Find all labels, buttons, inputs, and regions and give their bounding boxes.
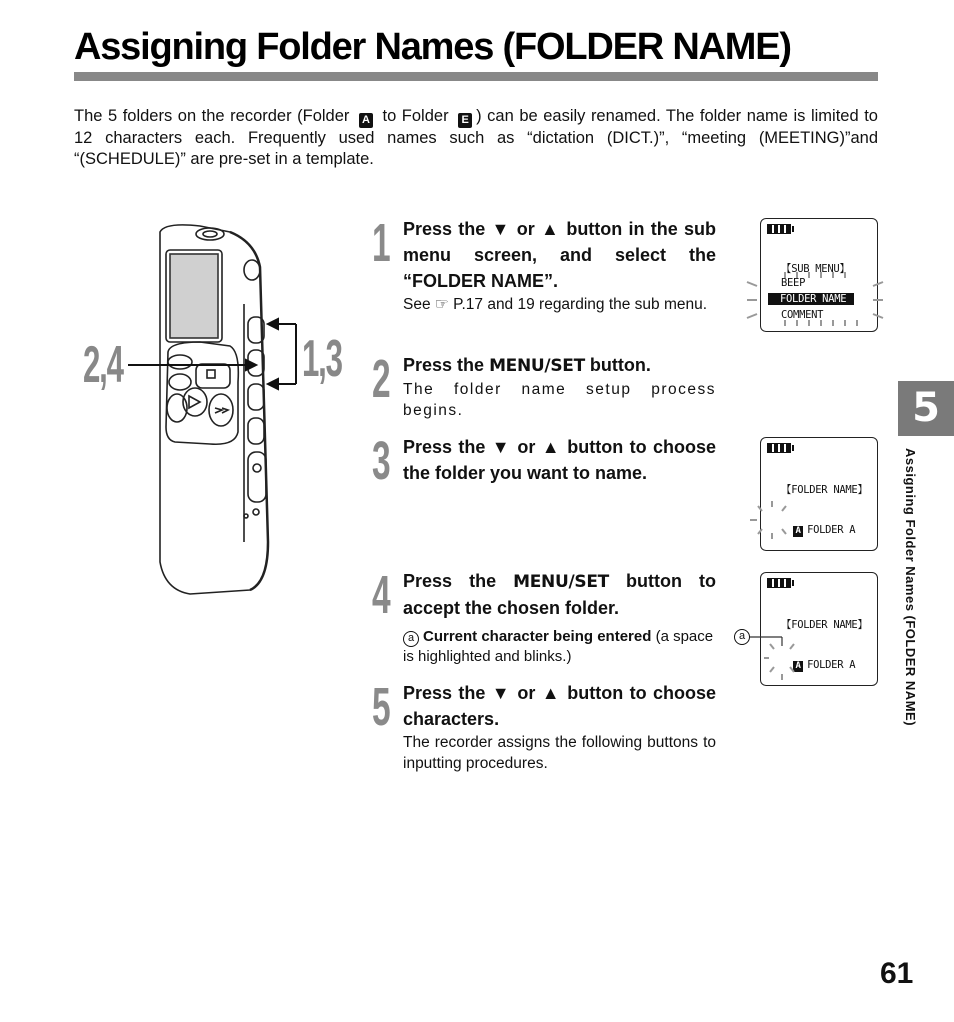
lcd-line: 【SUB MENU】 xyxy=(781,263,850,275)
lcd-line: BEEP xyxy=(781,277,806,289)
blink-marks-icon xyxy=(748,500,788,540)
step-body: The recorder assigns the following buttons to inputting procedures. xyxy=(403,734,716,772)
recorder-illustration xyxy=(70,212,360,602)
page-number: 61 xyxy=(880,957,914,990)
step-heading xyxy=(403,352,716,379)
step-body xyxy=(403,294,716,315)
step-number: 4 xyxy=(372,565,391,625)
side-running-title: Assigning Folder Names (FOLDER NAME) xyxy=(903,448,918,727)
step-number: 3 xyxy=(372,431,391,491)
lcd-highlight-line: FOLDER NAME xyxy=(768,293,854,305)
step-heading xyxy=(403,568,716,621)
chapter-tab: 5 xyxy=(898,381,954,436)
step-heading-post: button to accept the chosen folder. xyxy=(403,571,716,618)
step-body-post: P.17 and 19 regarding the sub menu. xyxy=(453,296,708,313)
blink-marks-icon xyxy=(745,270,895,328)
battery-icon xyxy=(767,578,791,588)
lcd-line: 【FOLDER NAME】 xyxy=(781,619,868,631)
step-body: The folder name setup process begins. xyxy=(403,381,716,419)
label-2-4: 2,4 xyxy=(83,336,123,394)
step-heading: Press the ▼ or ▲ button to choose characters. xyxy=(403,683,716,729)
folder-a-icon: A xyxy=(793,526,803,537)
step-number: 5 xyxy=(372,677,391,737)
battery-icon xyxy=(767,443,791,453)
lcd-folder-label: FOLDER A xyxy=(807,659,856,671)
folder-a-icon: A xyxy=(793,661,803,672)
battery-icon xyxy=(767,224,791,234)
page-title: Assigning Folder Names (FOLDER NAME) xyxy=(74,26,791,68)
intro-text-2: to Folder xyxy=(382,107,449,125)
step-4 xyxy=(372,565,716,667)
intro-text-1: The 5 folders on the recorder (Folder xyxy=(74,107,350,125)
step-heading-pre: Press the xyxy=(403,355,485,375)
menu-set-label: MENU/SET xyxy=(489,356,585,376)
lcd-line: COMMENT xyxy=(781,309,824,321)
folder-e-icon: E xyxy=(458,113,472,128)
step-heading: Press the ▼ or ▲ button in the sub menu screen, and select the “FOLDER NAME”. xyxy=(403,219,716,291)
reference-icon: ☞ xyxy=(434,296,449,313)
menu-set-label: MENU/SET xyxy=(513,572,609,592)
lcd-folder-label: FOLDER A xyxy=(807,524,856,536)
folder-a-icon: A xyxy=(359,113,373,128)
step-3 xyxy=(372,431,716,491)
step-number: 1 xyxy=(372,213,391,273)
step-heading-pre: Press the xyxy=(403,571,497,591)
callout-bold: Current character being entered xyxy=(423,628,652,645)
title-rule xyxy=(74,72,878,81)
intro-paragraph xyxy=(74,106,878,170)
step-heading: Press the ▼ or ▲ button to choose the folder you want to name. xyxy=(403,437,716,483)
step-body-pre: See xyxy=(403,296,431,313)
callout-note xyxy=(403,627,716,667)
label-1-3: 1,3 xyxy=(302,330,342,388)
callout-leader-line xyxy=(750,630,810,690)
lcd-line: 【FOLDER NAME】 xyxy=(781,484,868,496)
step-number: 2 xyxy=(372,349,391,409)
step-5 xyxy=(372,677,716,774)
step-heading-post: button. xyxy=(589,355,651,375)
callout-mark: a xyxy=(403,631,419,647)
step-2 xyxy=(372,349,716,421)
intro-text-3: ) can be easily renamed. The folder name is limited to 12 characters each. Frequently used names such as “dictation (DICT.)”, “meeting (MEETING)”and “(SCHEDULE)” are pre-set in a template. xyxy=(74,107,878,168)
callout-text: (a space is highlighted and blinks.) xyxy=(403,628,714,665)
step-1 xyxy=(372,213,716,315)
callout-mark: a xyxy=(734,629,750,645)
